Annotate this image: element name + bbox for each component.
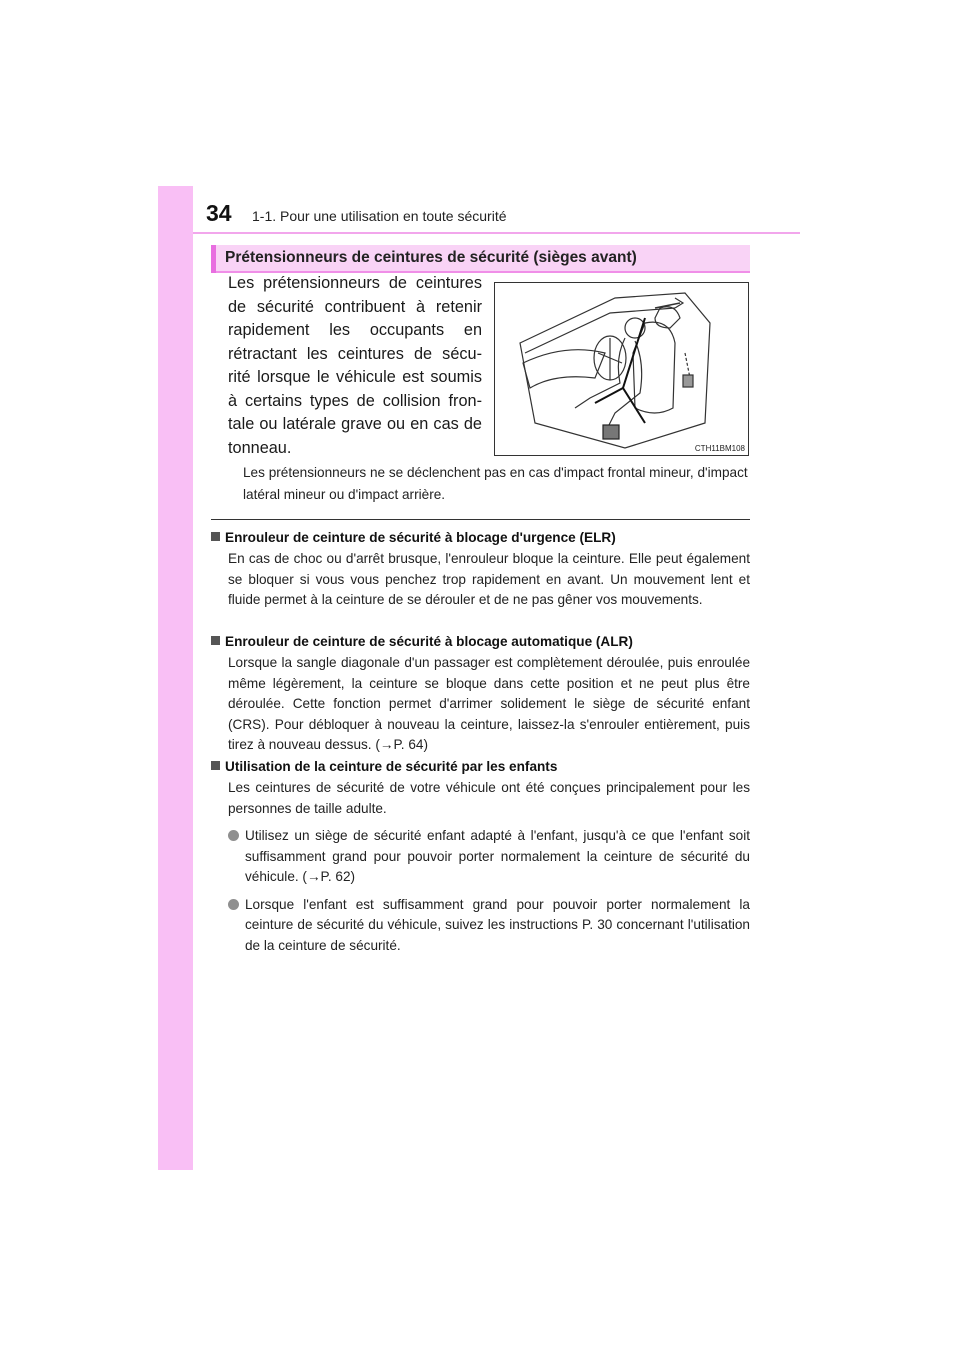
item-heading bbox=[211, 632, 750, 652]
side-tab-band bbox=[158, 186, 193, 1170]
item-text: En cas de choc ou d'arrêt brusque, l'enrouleur bloque la ceinture. Elle peut également se bloquer si vous vous penchez trop rapidement en avant. Un mouvement lent et fluide permet à la ceinture de se dérouler et de ne pas gêner vos mouvements. bbox=[228, 551, 750, 607]
figure-code: CTH11BM108 bbox=[694, 444, 745, 453]
item-alr bbox=[211, 632, 750, 756]
item-text: Lorsque la sangle diagonale d'un passager est complètement déroulée, puis enroulée même légèrement, la ceinture se bloque dans cette position et ne peut plus être déroulée. Cette fonction permet d'arrimer solidement le siège de sécurité enfant (CRS). Pour débloquer à nouveau la ceinture, laissez-la s'enrouler entièrement, puis tirez à nouveau dessus. (→P. 64) bbox=[228, 655, 750, 752]
item-heading bbox=[211, 757, 750, 777]
pretensioner-illustration bbox=[494, 282, 749, 456]
intro-paragraph: Les prétensionneurs de ceintures de sécurité contribuent à retenir rapidement les occupants en rétractant les ceintures de sécu-rité lorsque le véhicule est soumis à certains types de collision fron-tale ou latérale grave ou en cas de tonneau. bbox=[228, 274, 482, 457]
round-bullet-icon bbox=[228, 830, 239, 841]
page-number: 34 bbox=[206, 200, 232, 226]
section-title: Prétensionneurs de ceintures de sécurité (sièges avant) bbox=[225, 249, 637, 266]
square-bullet-icon bbox=[211, 532, 220, 541]
running-title: 1-1. Pour une utilisation en toute sécurité bbox=[252, 208, 507, 224]
item-heading-text: Enrouleur de ceinture de sécurité à blocage automatique (ALR) bbox=[225, 634, 633, 649]
item-children bbox=[211, 757, 750, 956]
bullet-text: Utilisez un siège de sécurité enfant adapté à l'enfant, jusqu'à ce que l'enfant soit suffisamment grand pour pouvoir porter normalement la ceinture de sécurité du véhicule. (→P. 62) bbox=[245, 828, 750, 884]
section-accent-bar bbox=[211, 245, 216, 273]
bullet-text: Lorsque l'enfant est suffisamment grand pour pouvoir porter normalement la ceinture de sécurité du véhicule, suivez les instructions P. 30 concernant l'utilisation de la ceinture de sécurité. bbox=[245, 896, 750, 953]
item-elr bbox=[211, 528, 750, 611]
square-bullet-icon bbox=[211, 761, 220, 770]
round-bullet-icon bbox=[228, 899, 239, 910]
item-heading-text: Utilisation de la ceinture de sécurité par les enfants bbox=[225, 759, 558, 774]
square-bullet-icon bbox=[211, 636, 220, 645]
bullet-item bbox=[228, 895, 750, 957]
bullet-item bbox=[228, 826, 750, 888]
pretensioner-note: Les prétensionneurs ne se déclenchent pas en cas d'impact frontal mineur, d'impact latéral mineur ou d'impact arrière. bbox=[243, 465, 748, 502]
car-interior-drawing bbox=[495, 283, 748, 455]
item-heading-text: Enrouleur de ceinture de sécurité à blocage d'urgence (ELR) bbox=[225, 530, 616, 545]
header-rule bbox=[193, 232, 800, 234]
item-heading bbox=[211, 528, 750, 548]
item-text: Les ceintures de sécurité de votre véhicule ont été conçues principalement pour les personnes de taille adulte. bbox=[228, 780, 750, 816]
section-divider bbox=[211, 519, 750, 520]
section-heading-box bbox=[211, 245, 750, 273]
